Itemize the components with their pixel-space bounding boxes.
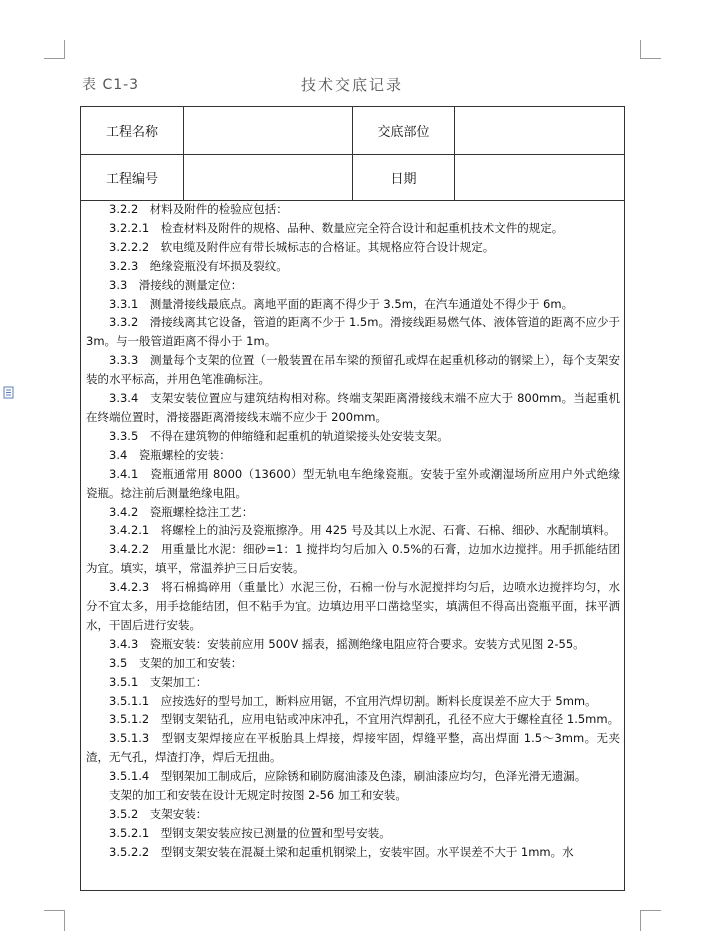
paragraph: 3.5.2.2 型钢支架安装在混凝土梁和起重机钢梁上，安装牢固。水平误差不大于 1mm。水 [109, 844, 574, 859]
project-number-label: 工程编号 [105, 172, 158, 187]
paragraph: 3.3.4 支架安装位置应与建筑结构相对称。终端支架距离滑接线末端不应大于 800mm。当起重机在终端位置时，滑接器距离滑接线末端不应少于 200mm。 [86, 391, 620, 424]
page-title: 技术交底记录 [300, 76, 403, 94]
paragraph: 3.5 支架的加工和安装： [109, 655, 243, 670]
paragraph: 3.3.3 测量每个支架的位置（一般装置在吊车梁的预留孔或焊在起重机移动的钢梁上），每个支架安装的水平标高，并用色笔准确标注。 [86, 353, 620, 387]
paragraph: 3.5.1.3 型钢支架焊接应在平板胎具上焊接，焊接牢固，焊缝平整，高出焊面 1.5～3mm。无夹渣，无气孔，焊渣打净，焊后无扭曲。 [86, 731, 620, 765]
disclosure-content[interactable] [86, 200, 620, 862]
disclosure-part-field[interactable] [455, 107, 624, 154]
crop-mark-top-right [640, 40, 661, 59]
paragraph: 3.4.2.1 将螺栓上的油污及瓷瓶擦净。用 425 号及其以上水泥、石膏、石棉、细砂、水配制填料。 [109, 523, 616, 538]
date-label: 日期 [390, 172, 417, 187]
project-name-field[interactable] [184, 107, 352, 154]
paragraph: 3.3.5 不得在建筑物的伸缩缝和起重机的轨道梁接头处安装支架。 [109, 428, 449, 443]
paragraph: 3.3 滑接线的测量定位： [109, 277, 243, 292]
paragraph: 3.5.1.2 型钢支架钻孔，应用电钻或冲床冲孔，不宜用汽焊割孔，孔径不应大于螺栓直径 1.5mm。 [109, 712, 620, 727]
paragraph: 3.3.1 测量滑接线最底点。离地平面的距离不得少于 3.5m，在汽车通道处不得少于 6m。 [109, 296, 574, 311]
paragraph: 3.4 瓷瓶螺栓的安装： [109, 447, 231, 462]
paragraph: 3.4.2 瓷瓶螺栓捻注工艺： [109, 504, 254, 519]
project-name-label: 工程名称 [105, 125, 158, 140]
paragraph: 3.5.2 支架安装： [109, 807, 208, 821]
paragraph: 3.5.2.1 型钢支架安装应按已测量的位置和型号安装。 [109, 825, 391, 840]
crop-mark-top-left [44, 40, 65, 59]
paragraph: 3.5.1 支架加工： [109, 674, 208, 689]
paragraph: 3.4.1 瓷瓶通常用 8000（13600）型无轨电车绝缘瓷瓶。安装于室外或潮湿场所应用户外式绝缘瓷瓶。捻注前后测量绝缘电阻。 [86, 466, 620, 500]
paragraph-layout-icon[interactable] [3, 386, 15, 400]
paragraph: 3.4.3 瓷瓶安装：安装前应用 500V 摇表，摇测绝缘电阻应符合要求。安装方式见图 2-55。 [109, 636, 585, 651]
date-field[interactable] [455, 155, 624, 200]
paragraph: 3.5.1.4 型钢架加工制成后，应除锈和刷防腐油漆及色漆，刷油漆应均匀，色泽光滑无遗漏。 [109, 769, 587, 784]
form-number: 表 C1-3 [82, 77, 140, 93]
paragraph: 3.3.2 滑接线离其它设备，管道的距离不少于 1.5m。滑接线距易燃气体、液体管道的距离不应少于 3m。与一般管道距离不得小于 1m。 [86, 315, 620, 349]
paragraph: 3.2.2.1 检查材料及附件的规格、品种、数量应完全符合设计和起重机技术文件的规定。 [109, 220, 564, 235]
paragraph: 3.4.2.3 将石棉捣碎用（重量比）水泥三份，石棉一份与水泥搅拌均匀后，边喷水边搅拌均匀，水分不宜太多，用手捻能结团，但不粘手为宜。边填边用平口凿捻坚实，填满但不得高出瓷瓶平面，抹平洒水，干固后进行安装。 [86, 580, 620, 632]
project-number-field[interactable] [184, 155, 352, 200]
crop-mark-bottom-right [640, 910, 661, 931]
paragraph: 3.2.3 绝缘瓷瓶没有坏损及裂纹。 [109, 258, 288, 273]
paragraph: 支架的加工和安装在设计无规定时按图 2-56 加工和安装。 [109, 788, 407, 803]
paragraph: 3.4.2.2 用重量比水泥：细砂=1：1 搅拌均匀后加入 0.5%的石膏，边加水边搅拌。用手抓能结团为宜。填实，填平，常温养护三日后安装。 [86, 542, 620, 576]
crop-mark-bottom-left [44, 910, 65, 931]
paragraph: 3.2.2.2 软电缆及附件应有带长城标志的合格证。其规格应符合设计规定。 [109, 239, 495, 254]
disclosure-part-label: 交底部位 [377, 125, 430, 140]
paragraph: 3.2.2 材料及附件的检验应包括： [109, 202, 288, 216]
paragraph: 3.5.1.1 应按选好的型号加工，断料应用锯，不宜用汽焊切割。断料长度误差不应大于 5mm。 [109, 693, 597, 708]
